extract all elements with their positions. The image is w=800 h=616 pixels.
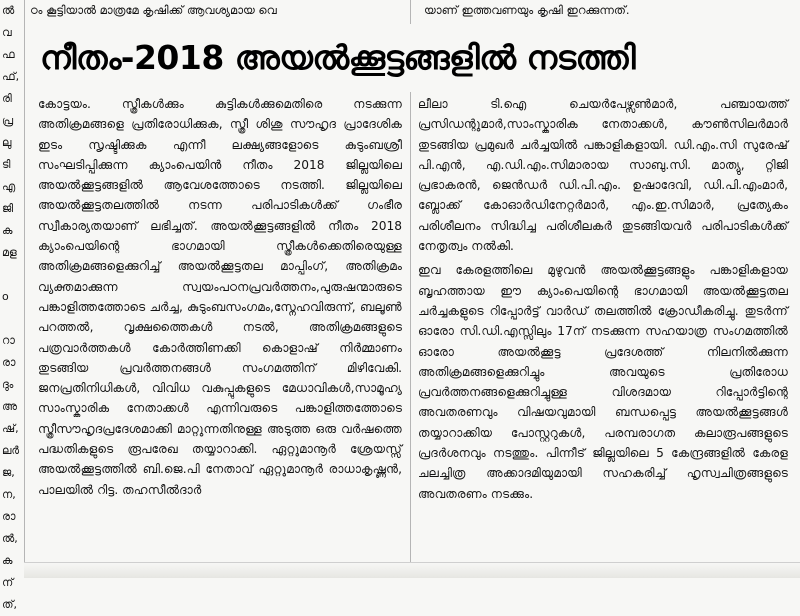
fragment-line (0, 308, 24, 330)
fragment-line: ജി (2, 202, 14, 215)
article-column-2 (418, 94, 788, 560)
article-paragraph: ഇവ കേരളത്തിലെ മുഴുവൻ അയൽക്കൂട്ടങ്ങളും പങ്കാളികളായ ബൃഹത്തായ ഈ ക്യാംപെയിന്റെ ഭാഗമായി അയൽക്കൂട്ടതല ചർച്ചകളുടെ റിപ്പോർട്ട് വാർഡ് തലത്തിൽ ക്രോഡീകരിച്ചു. തുടർന്ന് ഓരോ സി.ഡി.എസ്സിലും 17ന് നടക്കുന്ന സഹയാത്ര സംഗമത്തിൽ ഓരോ അയൽക്കൂട്ട പ്രദേശത്ത് നിലനിൽക്കുന്ന അതിക്രമങ്ങളെക്കുറിച്ചും അവയുടെ പ്രതിരോധ പ്രവർത്തനങ്ങളെക്കുറിച്ചുള്ള വിശദമായ റിപ്പോർട്ടിന്റെ അവതരണവും വിഷയവുമായി ബന്ധപ്പെട്ട അയൽക്കൂട്ടങ്ങൾ തയ്യാറാക്കിയ പോസ്റ്ററുകൾ, പരമ്പരാഗത കലാരൂപങ്ങളുടെ പ്രദർശനവും നടത്തും. പിന്നീട് ജില്ലയിലെ 5 കേന്ദ്രങ്ങളിൽ കേരള ചലച്ചിത്ര അക്കാദമിയുമായി സഹകരിച്ച് ഹൃസ്വചിത്രങ്ങളുടെ അവതരണം നടക്കും. (418, 263, 788, 501)
article-column-1 (38, 94, 402, 560)
column-divider-top (410, 0, 411, 24)
fragment-line: മള (2, 246, 17, 259)
fragment-line: ൽ (2, 4, 15, 17)
fragment-line: ക (2, 554, 13, 567)
fragment-line: ന, (2, 488, 16, 501)
fragment-line: അ (2, 400, 17, 413)
previous-article-line-right: യാണ് ഇത്തവണയും കൃഷി ഇറക്കുന്നത്. (424, 3, 630, 17)
fragment-line: ത്, (2, 598, 17, 611)
column-divider (410, 92, 411, 562)
fragment-line: പ്ര (2, 114, 14, 127)
article-paragraph: ലീലാ ടി.ഐ ചെയർപേഴ്സൺമാർ, പഞ്ചായത്ത് പ്രസിഡന്റുമാർ,സാംസ്കാരിക നേതാക്കൾ, കൗൺസിലർമാർ തുടങ്ങിയ പ്രമുഖർ ചർച്ചയിൽ പങ്കാളികളായി. ഡി.എം.സി സുരേഷ് പി.എൻ, എ.ഡി.എം.സിമാരായ സാബു.സി. മാത്യു, റ്റിജി പ്രഭാകരൻ, ജെൻഡർ ഡി.പി.എം. ഉഷാദേവി, ഡി.പി.എംമാർ, ബ്ലോക്ക് കോ‌ഓർഡിനേറ്റർമാർ, എം.ഇ.സിമാർ, പ്രത്യേകം പരിശീലനം സിദ്ധിച്ച പരിശീലകർ തുടങ്ങിയവർ പരിപാടികൾക്ക് നേതൃത്വം നൽകി. (418, 97, 788, 254)
previous-article-line-left: ഠം കൂട്ടിയാൽ മാത്രമേ കൃഷിക്ക് ആവശ്യമായ വെ (30, 3, 277, 17)
fragment-line: എ (2, 180, 16, 193)
fragment-line: രി (2, 92, 12, 105)
fragment-line: വ (2, 26, 12, 39)
fragment-line (0, 264, 24, 286)
next-article-edge (24, 562, 800, 578)
fragment-line: ഫ്, (2, 70, 20, 83)
fragment-line: ൽ, (2, 532, 18, 545)
fragment-line: ദും (2, 378, 14, 391)
fragment-line: ലു (2, 136, 12, 149)
fragment-line: ജ, (2, 466, 15, 479)
adjacent-article-fragment (0, 0, 25, 611)
fragment-line: റാ (2, 334, 15, 347)
fragment-line: o (2, 290, 9, 303)
fragment-line: ക (2, 224, 13, 237)
article-paragraph: കോട്ടയം. സ്ത്രീകൾക്കും കുട്ടികൾക്കുമെതിരെ നടക്കുന്ന അതിക്രമങ്ങളെ പ്രതിരോധിക്കുക, സ്ത്രീ ശിശു സൗഹൃദ പ്രാദേശിക ഇടം സൃഷ്ടിക്കുക എന്നീ ലക്ഷ്യങ്ങളോടെ കുടുംബശ്രീ സംഘടിപ്പിക്കുന്ന ക്യാംപെയിൻ നീതം 2018 ജില്ലയിലെ അയൽക്കൂട്ടങ്ങളിൽ ആവേശത്തോടെ നടത്തി. ജില്ലയിലെ അയൽക്കൂട്ടതലത്തിൽ നടന്ന പരിപാടികൾക്ക് ഗംഭീര സ്വീകാര്യതയാണ് ലഭിച്ചത്. അയൽക്കൂട്ടങ്ങളിൽ നീതം 2018 ക്യാംപെയിന്റെ ഭാഗമായി സ്ത്രീകൾക്കെതിരെയുള്ള അതിക്രമങ്ങളെക്കുറിച്ച് അയൽക്കൂട്ടതല മാപ്പിംഗ്, അതിക്രമം വ്യക്തമാക്കുന്ന സ്വയംപഠനപ്രവർത്തനം,പുരുഷന്മാരുടെ പങ്കാളിത്തത്തോടെ ചർച്ച, കുടുംബസംഗമം,സ്നേഹവിരുന്ന്, ബലൂൺ പറത്തൽ, വൃക്ഷത്തൈകൾ നടൽ, അതിക്രമങ്ങളുടെ പത്രവാർത്തകൾ കോർത്തിണക്കി കൊളാഷ് നിർമ്മാണം തുടങ്ങിയ പ്രവർത്തനങ്ങൾ സംഗമത്തിന് മിഴിവേകി. ജനപ്രതിനിധികൾ, വിവിധ വകുപ്പുകളുടെ മേധാവികൾ,സാമൂഹ്യ സാംസ്കാരിക നേതാക്കൾ എന്നിവരുടെ പങ്കാളിത്തത്തോടെ സ്ത്രീസൗഹൃദപ്രദേശമാക്കി മാറ്റുന്നതിനുള്ള അടുത്ത ഒരു വർഷത്തെ പദ്ധതികളുടെ രൂപരേഖ തയ്യാറാക്കി. ഏറ്റുമാനൂർ ശ്രേയസ്സ് അയൽക്കൂട്ടത്തിൽ ബി.ജെ.പി നേതാവ് ഏറ്റുമാനൂർ രാധാകൃഷ്ണൻ, പാലയിൽ റിട്ട. തഹസീൽദാർ (38, 97, 402, 497)
article-headline: നീതം-2018 അയൽക്കൂട്ടങ്ങളിൽ നടത്തി (40, 38, 636, 77)
fragment-line: രാ (2, 510, 16, 523)
fragment-line: ലർ (2, 444, 20, 457)
fragment-line: ഷ്, (2, 422, 19, 435)
fragment-line: ന് (2, 576, 14, 589)
fragment-line: ഫ (2, 48, 15, 61)
fragment-line: രാ (2, 356, 16, 369)
fragment-line: ടി (2, 158, 11, 171)
